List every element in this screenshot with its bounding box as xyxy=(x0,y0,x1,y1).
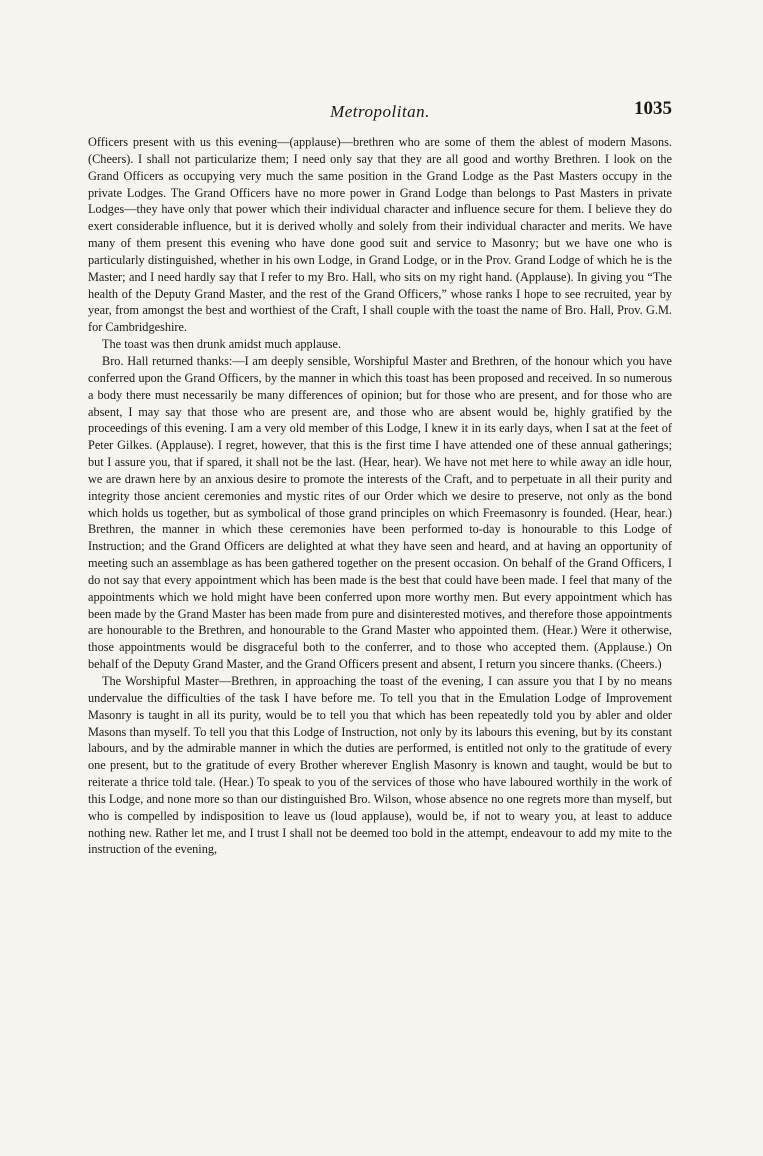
paragraph: The toast was then drunk amidst much applause. xyxy=(102,337,342,352)
paragraph: Officers present with us this evening—(applause)—brethren who are some of them the ablest of modern Masons. (Cheers). I shall not particularize them; I need only say that they are all good and worthy Brethren. I look on the Grand Officers as occupying very much the same position in the Grand Lodge as the Past Masters occupy in the private Lodges. The Grand Officers have no more power in Grand Lodge than belongs to Past Masters in private Lodges—they have only that power which their individual character and influence secure for them. I believe they do exert considerable influence, but it is derived wholly and solely from their individual character and merits. We have many of them present this evening who have done good suit and service to Masonry; but we have one who is particularly distinguished, whether in his own Lodge, in Grand Lodge, or in the Prov. Grand Lodge of which he is the Master; and I need hardly say that I refer to my Bro. Hall, who sits on my right hand. (Applause). In giving you “The health of the Deputy Grand Master, and the rest of the Grand Officers,” whose ranks I hope to see recruited, year by year, from amongst the best and worthiest of the Craft, I shall couple with the toast the name of Bro. Hall, Prov. G.M. for Cambridgeshire. xyxy=(88,135,672,335)
body-text xyxy=(88,134,672,858)
page-header xyxy=(88,98,672,134)
page-number: 1035 xyxy=(634,98,672,119)
running-title: Metropolitan. xyxy=(330,102,430,121)
paragraph: Bro. Hall returned thanks:—I am deeply sensible, Worshipful Master and Brethren, of the honour which you have conferred upon the Grand Officers, by the manner in which this toast has been proposed and received. In so numerous a body there must necessarily be many differences of opinion; but for those who are present, and for those who are absent, I may say that those who are present are, and those who are absent would be, highly gratified by the proceedings of this evening. I am a very old member of this Lodge, I knew it in its early days, when I sat at the feet of Peter Gilkes. (Applause). I regret, however, that this is the first time I have attended one of these annual gatherings; but I assure you, that if spared, it shall not be the last. (Hear, hear). We have not met here to while away an idle hour, we are drawn here by an anxious desire to promote the interests of the Craft, and to perpetuate in all their purity and integrity those ancient ceremonies and mystic rites of our Order which we desire to preserve, not only as the bond which holds us together, but as symbolical of those grand principles on which Freemasonry is founded. (Hear, hear.) Brethren, the manner in which these ceremonies have been performed to-day is honourable to this Lodge of Instruction; and the Grand Officers are delighted at what they have seen and heard, and at having an opportunity of meeting such an assemblage as has been gathered together on the present occasion. On behalf of the Grand Officers, I do not say that every appointment which has been made is the best that could have been made. I feel that many of the appointments which we hold might have been conferred upon more worthy men. But every appointment which has been made by the Grand Master has been made from pure and disinterested motives, and therefore those appointments are honourable to the Brethren, and honourable to the Grand Master who appointed them. (Hear.) Were it otherwise, those appointments would be disgraceful both to the conferrer, and to those who accepted them. (Applause.) On behalf of the Deputy Grand Master, and the Grand Officers present and absent, I return you sincere thanks. (Cheers.) xyxy=(88,353,672,672)
document-page xyxy=(88,98,672,858)
paragraph: The Worshipful Master—Brethren, in approaching the toast of the evening, I can assure you that I by no means undervalue the difficulties of the task I have before me. To tell you that in the Emulation Lodge of Improvement Masonry is taught in all its purity, would be to tell you that which has been repeatedly told you by abler and older Masons than myself. To tell you that this Lodge of Instruction, not only by its labours this evening, but by its constant labours, and by the admirable manner in which the duties are performed, is entitled not only to the gratitude of every one present, but to the gratitude of every Brother wherever English Masonry is known and taught, would be but to reiterate a thrice told tale. (Hear.) To speak to you of the services of those who have laboured worthily in the work of this Lodge, and none more so than our distinguished Bro. Wilson, whose absence no one regrets more than myself, but who is compelled by indisposition to leave us (loud applause), would be, if not to weary you, at least to adduce nothing new. Rather let me, and I trust I shall not be deemed too bold in the attempt, endeavour to add my mite to the instruction of the evening, xyxy=(88,674,672,857)
